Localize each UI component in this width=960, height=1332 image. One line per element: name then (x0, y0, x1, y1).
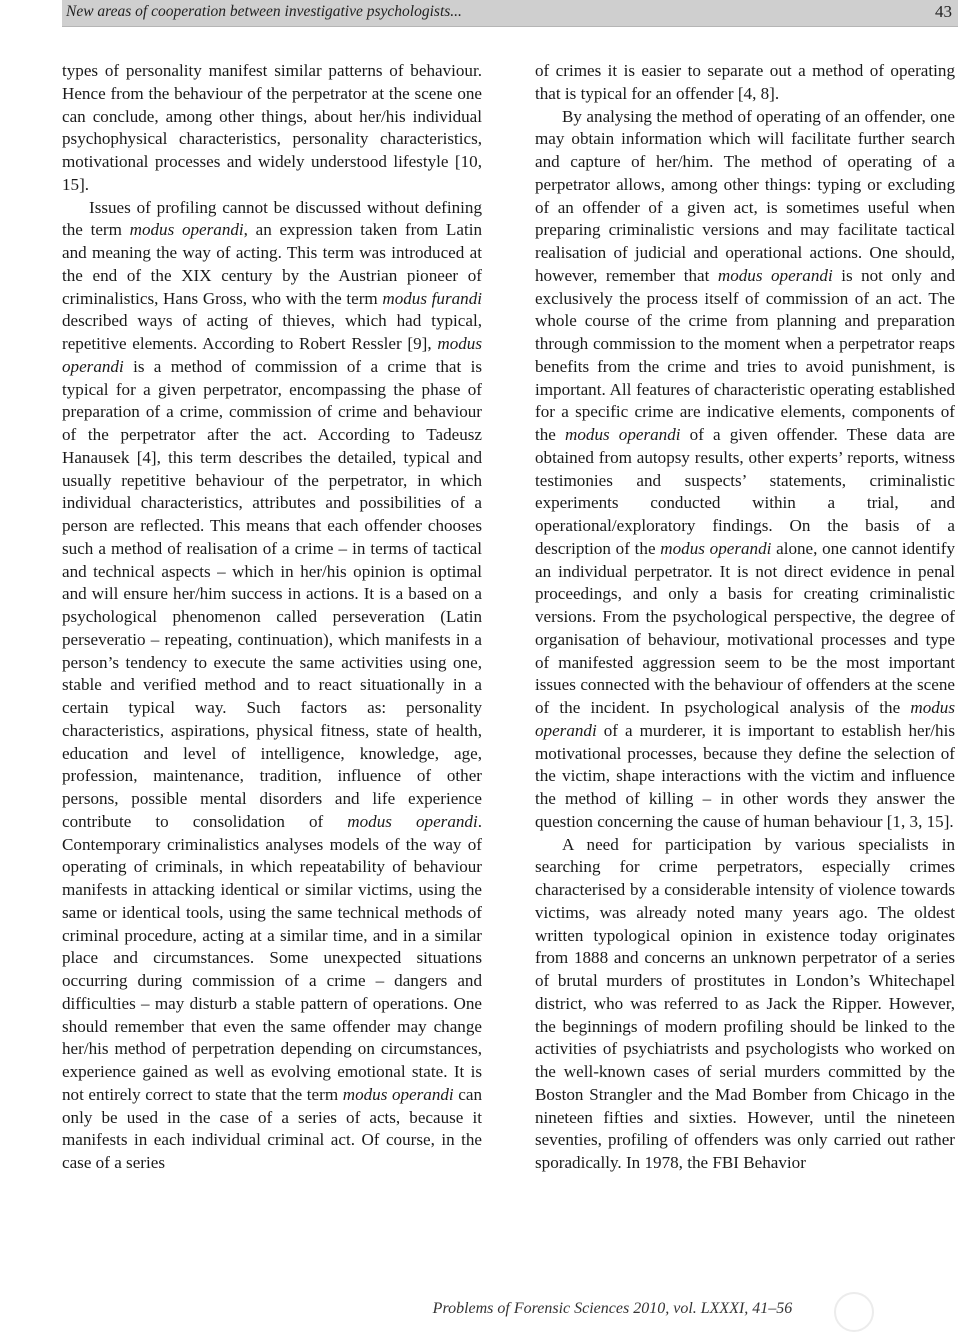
text-run: of a given offender. These data are obtained from autopsy results, other experts’ reports, witness testimonies and suspects’ statements, criminalistic experiments conducted within a trial, and operational/exploratory findings. On the basis of a description of the (535, 425, 955, 558)
text-run: types of personality manifest similar patterns of behaviour. Hence from the behaviour of the perpetrator at the scene one can conclude, among other things, about her/his individual psychophysical characteristics, personality characteristics, motivational processes and widely understood lifestyle [10, 15]. (62, 61, 482, 194)
paragraph (62, 60, 482, 197)
italic-term: modus operandi (535, 698, 955, 740)
journal-footer (0, 1300, 960, 1318)
text-run: of a murderer, it is important to establish her/his motivational processes, because they define the selection of the victim, shape interactions with the victim and influence the method of killing – in other words they answer the question concerning the cause of human behaviour [1, 3, 15]. (535, 720, 955, 831)
paragraph (535, 60, 955, 106)
text-run: is not only and exclusively the process itself of commission of an act. The whole course of the crime from planning and preparation through commission to the moment when a perpetrator reaps benefits from the crime and tries to avoid punishment, is important. All features of characteristic operating established for a specific crime are indicative elements, components of the (535, 265, 955, 444)
paragraph (62, 197, 482, 1175)
text-run: By analysing the method of operating of an offender, one may obtain information which will facilitate further search and capture of her/him. The method of operating of a perpetrator allows, among other things: typing or excluding of an offender of a given act, is sometimes useful when preparing criminalistic versions and may facilitate tactical realisation of judicial and operational actions. One should, however, remember that (535, 106, 955, 285)
text-run: of crimes it is easier to separate out a method of operating that is typical for an offender [4, 8]. (535, 61, 955, 103)
italic-term: modus operandi (717, 265, 833, 285)
text-run: is a method of commission of a crime that is typical for a given perpetrator, encompassing the phase of preparation of a crime, commission of crime and behaviour of the perpetrator after the act. According to Tadeusz Hanausek [4], this term describes the detailed, typical and usually repetitive behaviour of the perpetrator, in which individual characteristics, attributes and possibilities of a person are reflected. This means that each offender chooses such a method of realisation of a crime – in terms of tactical and technical aspects – which in her/his opinion is optimal and will ensure her/him success in actions. It is a based on a psychological phenomenon called perseveration (Latin perseveratio – repeating, continuation), which manifests in a person’s tendency to execute the same activities using one, stable and verified method and to react situationally in a certain typical way. Such factors as: personality characteristics, aspirations, physical fitness, state of health, education and level of intelligence, knowledge, age, profession, maintenance, tradition, influence of other persons, possible mental disorders and life experience contribute to consolidation of (62, 356, 482, 831)
text-run: Issues of profiling cannot be discussed without defining the term (62, 197, 482, 240)
watermark-seal-icon (834, 1292, 874, 1332)
italic-term: modus operandi (342, 1084, 454, 1104)
text-run: , an expression taken from Latin and meaning the way of acting. This term was introduced at the end of the XIX century by the Austrian pioneer of criminalistics, Hans Gross, who with the term (62, 220, 482, 308)
text-run: alone, one cannot identify an individual perpetrator. It is not direct evidence in penal proceedings, and only a basis for creating criminalistic versions. From the psychological perspective, the degree of organisation of behaviour, motivational processes and type of manifested aggression seem to be the most important issues connected with the behaviour of offenders at the scene of the incident. In psychological analysis of the (535, 538, 955, 717)
paragraph (535, 106, 955, 834)
paragraph (535, 834, 955, 1175)
italic-term: modus operandi (660, 538, 772, 558)
running-title: New areas of cooperation between investigative psychologists... (66, 3, 462, 20)
running-header (62, 0, 958, 27)
left-column (62, 60, 482, 1175)
italic-term: modus operandi (347, 811, 478, 831)
journal-citation: Problems of Forensic Sciences 2010, vol. LXXXI, 41–56 (432, 1300, 793, 1317)
right-column (535, 60, 955, 1175)
italic-term: modus furandi (382, 288, 482, 308)
text-run: can only be used in the case of a series of acts, because it manifests in each individual criminal act. Of course, in the case of a series (62, 1084, 483, 1172)
page-number: 43 (935, 2, 952, 21)
text-run: A need for participation by various specialists in searching for crime perpetrators, especially crimes characterised by a considerable intensity of violence towards victims, was already noted many years ago. The oldest written typological opinion in existence today originates from 1888 and concerns an unknown perpetrator of a series of brutal murders of prostitutes in London’s Whitechapel district, who was referred to as Jack the Ripper. However, the beginnings of modern profiling should be linked to the activities of psychiatrists and psychologists who worked on the well-known cases of serial murders committed by the Boston Strangler and the Mad Bomber from Chicago in the nineteen fifties and sixties. However, until the nineteen seventies, profiling of offenders was only carried out rather sporadically. In 1978, the FBI Behavior (535, 834, 955, 1172)
text-run: described ways of acting of thieves, which had typical, repetitive elements. According to Robert Ressler [9], (62, 311, 482, 353)
text-run: . Contemporary criminalistics analyses models of the way of operating of criminals, in which repeatability of behaviour manifests in attacking identical or similar victims, using the same or identical tools, using the same technical methods of criminal procedure, acting at a similar time, and in a similar place and circumstances. Some unexpected situations occurring during commission of a crime – dangers and difficulties – may disturb a stable pattern of operations. One should remember that even the same offender may change her/his method of perpetration depending on circumstances, experience gained as well as evolving emotional state. It is not entirely correct to state that the term (62, 811, 482, 1104)
italic-term: modus operandi (565, 425, 681, 444)
italic-term: modus operandi (62, 334, 482, 376)
italic-term: modus operandi (129, 220, 244, 240)
